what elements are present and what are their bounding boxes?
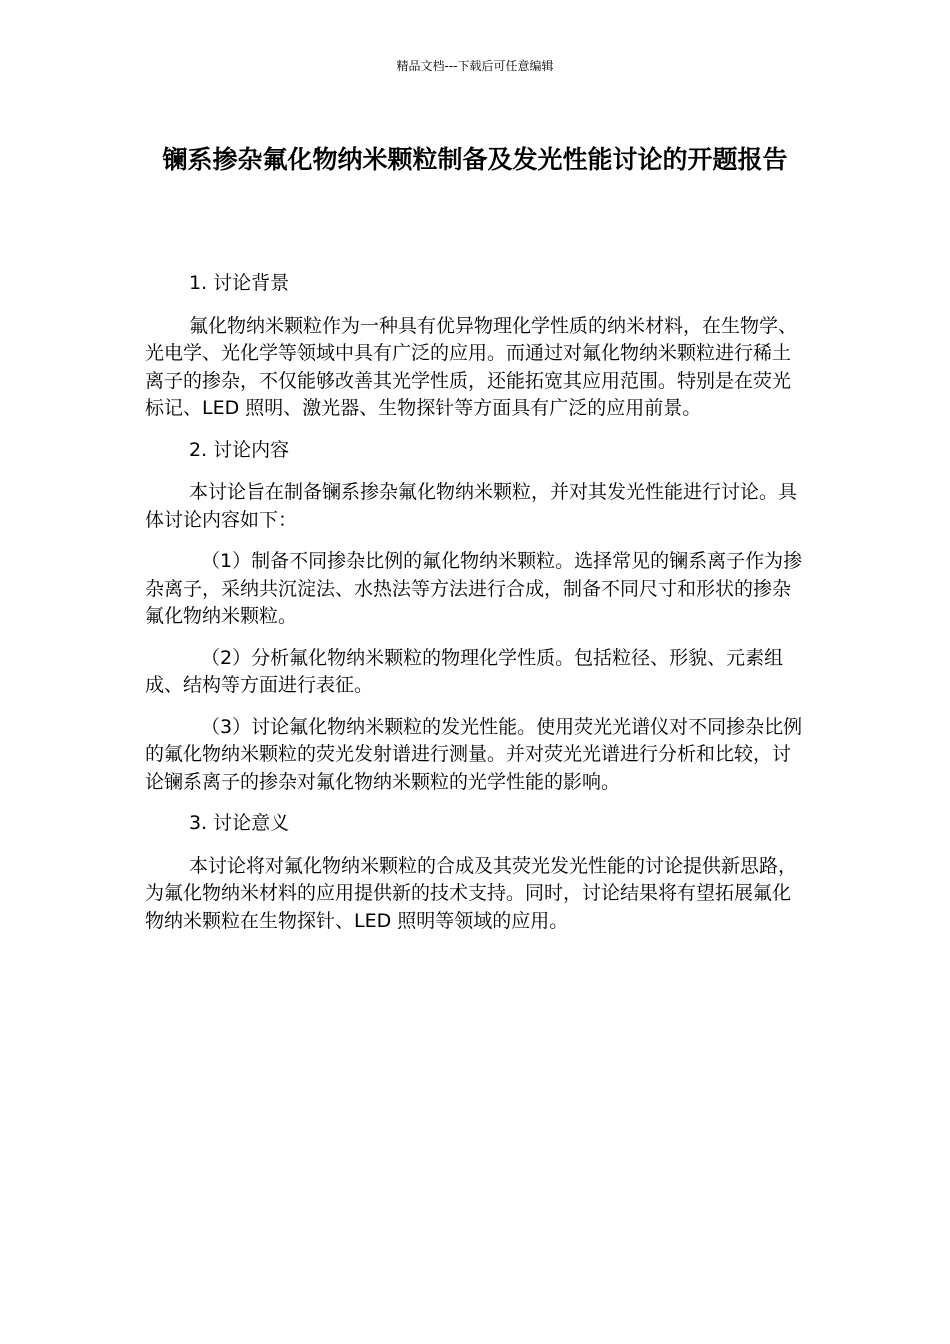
content-intro-paragraph: 本讨论旨在制备镧系掺杂氟化物纳米颗粒，并对其发光性能进行讨论。具体讨论内容如下： (145, 481, 798, 531)
section-heading-significance: 3. 讨论意义 (189, 812, 290, 834)
background-paragraph: 氟化物纳米颗粒作为一种具有优异物理化学性质的纳米材料，在生物学、光电学、光化学等领域中具有广泛的应用。而通过对氟化物纳米颗粒进行稀土离子的掺杂，不仅能够改善其光学性质，还能拓宽其应用范围。特别是在荧光标记、LED 照明、激光器、生物探针等方面具有广泛的应用前景。 (145, 314, 798, 419)
content-item-2: （2）分析氟化物纳米颗粒的物理化学性质。包括粒径、形貌、元素组成、结构等方面进行表征。 (145, 646, 784, 696)
section-heading-background: 1. 讨论背景 (189, 272, 290, 294)
content-item-3: （3）讨论氟化物纳米颗粒的发光性能。使用荧光光谱仪对不同掺杂比例的氟化物纳米颗粒的荧光发射谱进行测量。并对荧光光谱进行分析和比较，讨论镧系离子的掺杂对氟化物纳米颗粒的光学性能的影响。 (145, 715, 803, 793)
content-item-1: （1）制备不同掺杂比例的氟化物纳米颗粒。选择常见的镧系离子作为掺杂离子，采纳共沉淀法、水热法等方法进行合成，制备不同尺寸和形状的掺杂氟化物纳米颗粒。 (145, 550, 803, 627)
section-significance (145, 810, 807, 935)
section-content (145, 437, 807, 797)
document-body (145, 270, 807, 949)
significance-paragraph: 本讨论将对氟化物纳米颗粒的合成及其荧光发光性能的讨论提供新思路，为氟化物纳米材料的应用提供新的技术支持。同时，讨论结果将有望拓展氟化物纳米颗粒在生物探针、LED 照明等领域的应用。 (145, 854, 798, 932)
section-heading-content: 2. 讨论内容 (189, 438, 290, 461)
page-header-watermark: 精品文档---下载后可任意编辑 (396, 59, 554, 73)
section-background (145, 270, 807, 423)
document-title: 镧系掺杂氟化物纳米颗粒制备及发光性能讨论的开题报告 (162, 145, 788, 174)
